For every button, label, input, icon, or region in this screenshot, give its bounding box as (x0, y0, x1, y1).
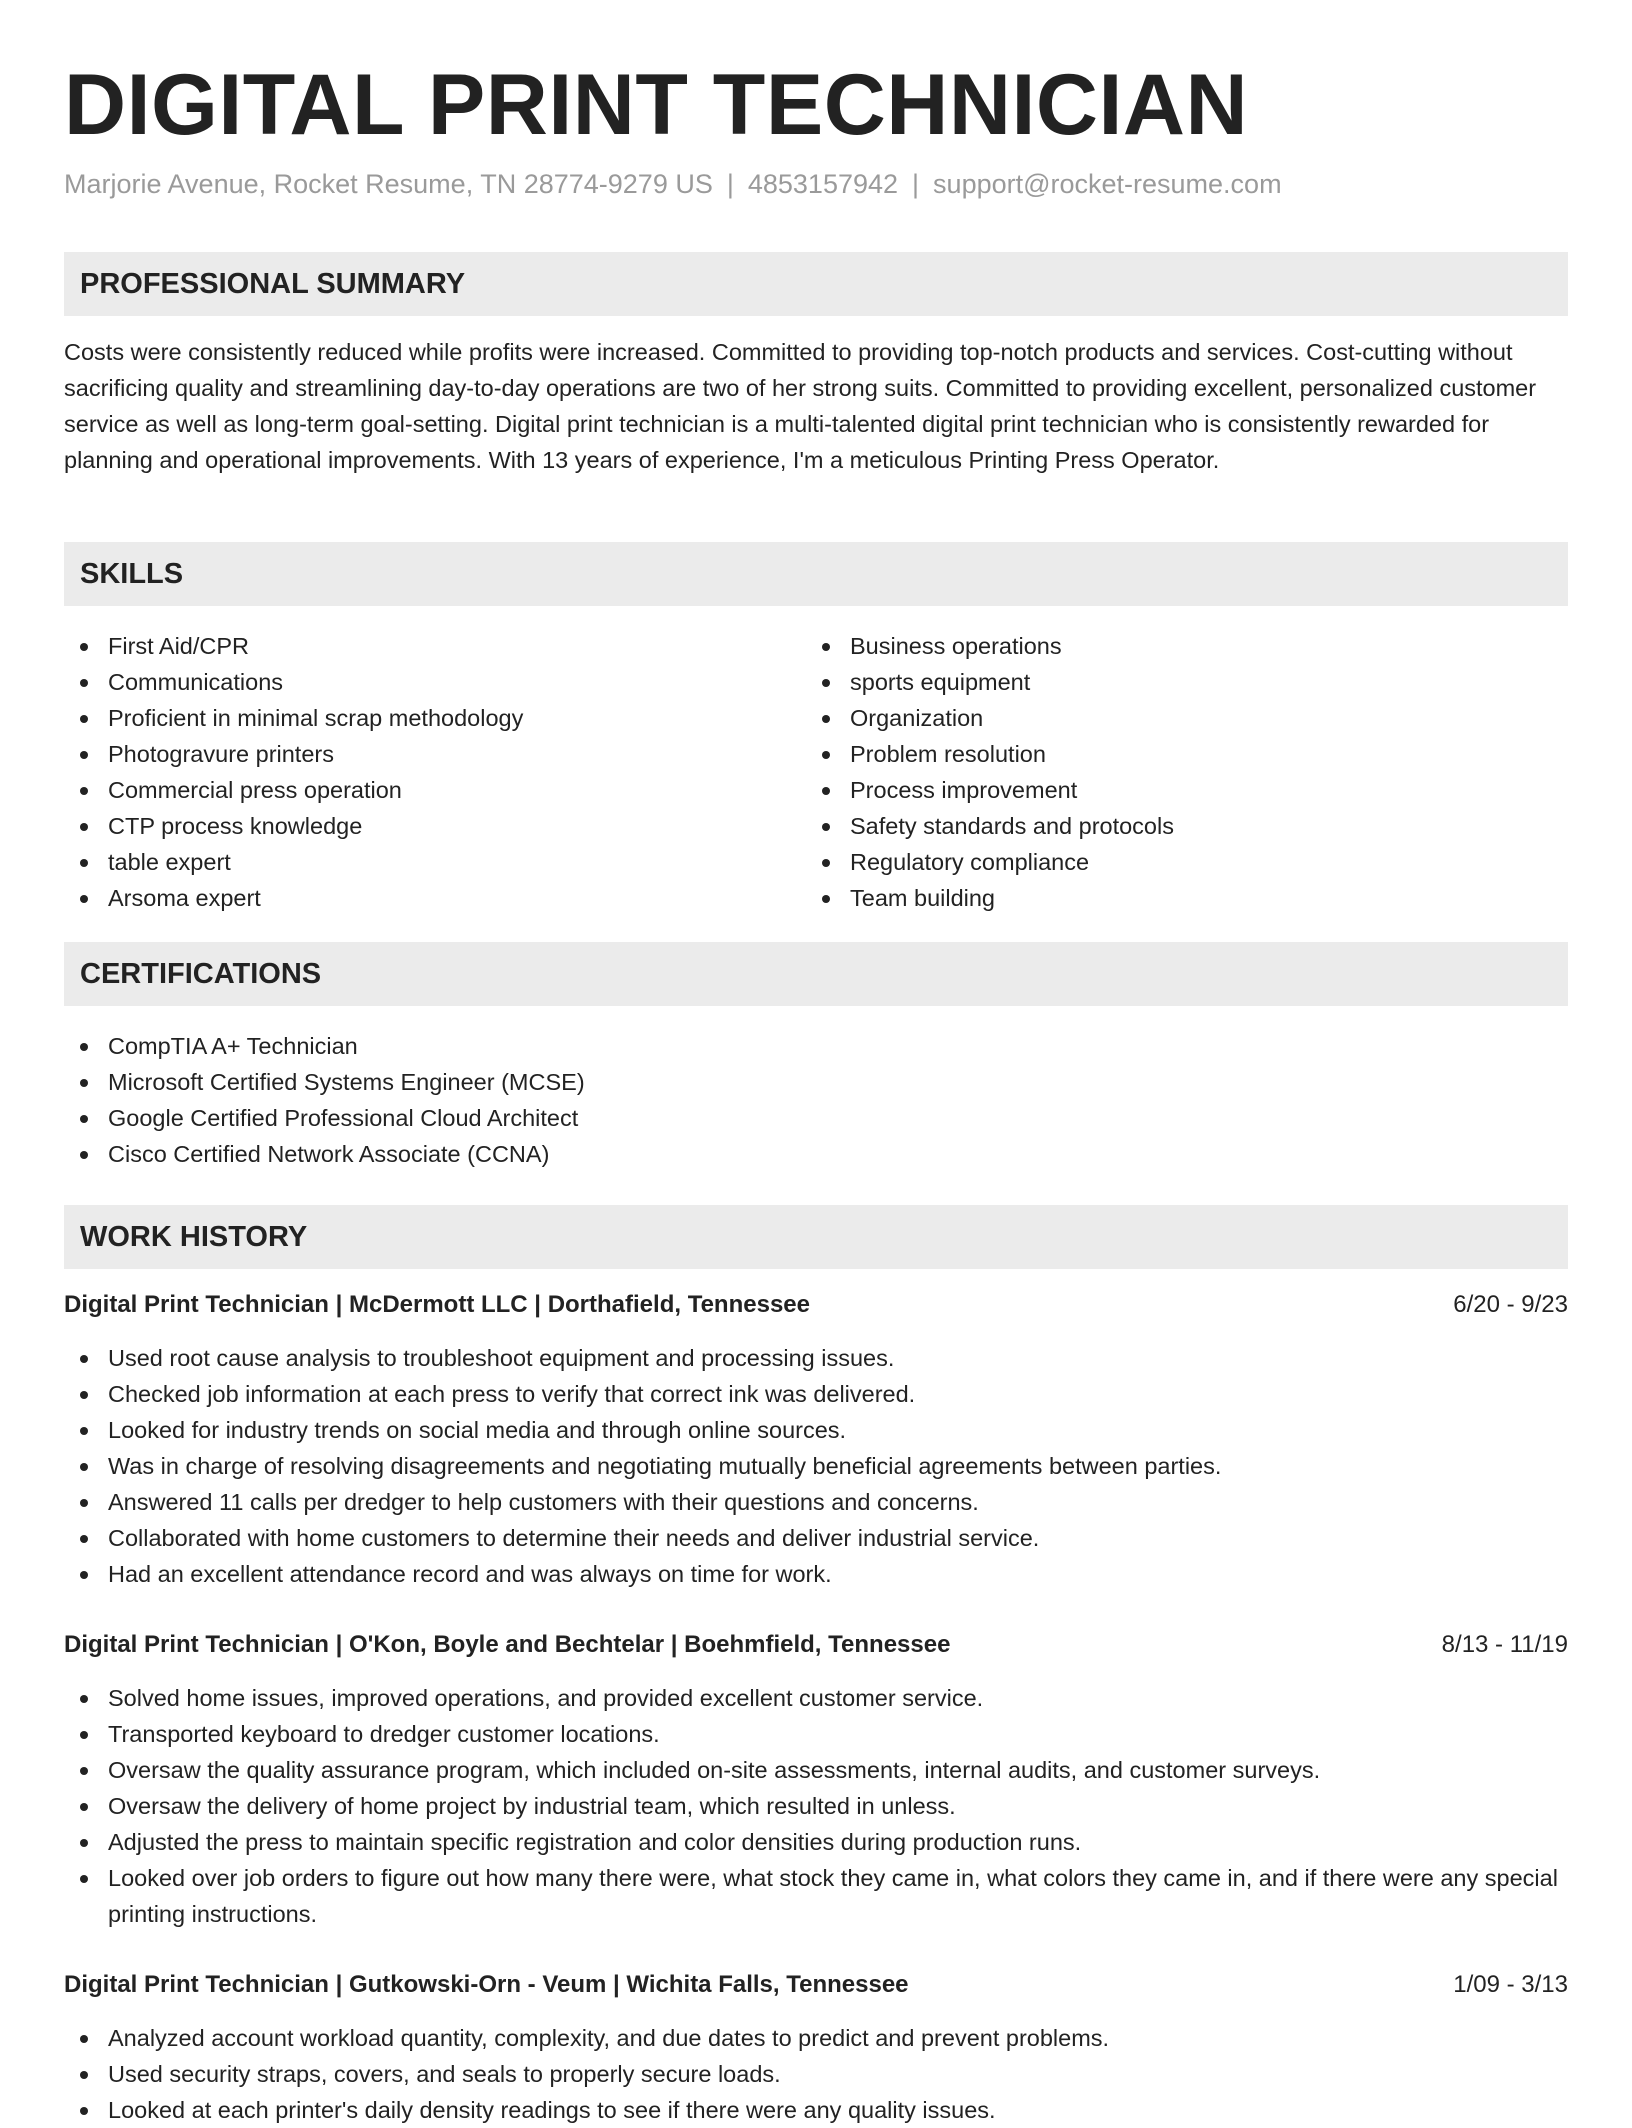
contact-separator: | (912, 169, 920, 199)
job-bullet: Oversaw the quality assurance program, which included on-site assessments, internal audits, and customer surveys. (64, 1752, 1568, 1788)
job-bullet: Transported keyboard to dredger customer locations. (64, 1716, 1568, 1752)
contact-phone: 4853157942 (747, 169, 899, 199)
contact-separator: | (726, 169, 734, 199)
job-title: Digital Print Technician | O'Kon, Boyle and Bechtelar | Boehmfield, Tennessee (64, 1631, 951, 1658)
skill-item: CTP process knowledge (64, 808, 804, 844)
summary-text: Costs were consistently reduced while profits were increased. Committed to providing top-notch products and services. Cost-cutting without sacrificing quality and streamlining day-to-day operations are two of her strong suits. Committed to providing excellent, personalized customer service as well as long-term goal-setting. Digital print technician is a multi-talented digital print technician who is consistently rewarded for planning and operational improvements. With 13 years of experience, I'm a meticulous Printing Press Operator. (64, 339, 1537, 473)
skill-item: Regulatory compliance (806, 844, 1546, 880)
skills-list-left (64, 628, 804, 916)
job-bullet: Analyzed account workload quantity, complexity, and due dates to predict and prevent problems. (64, 2020, 1568, 2056)
job-bullet: Had an excellent attendance record and was always on time for work. (64, 1556, 1568, 1592)
job-bullet: Answered 11 calls per dredger to help customers with their questions and concerns. (64, 1484, 1568, 1520)
certification-item: CompTIA A+ Technician (64, 1028, 1568, 1064)
job-bullets (64, 1340, 1568, 1592)
skill-item: Arsoma expert (64, 880, 804, 916)
job-bullets (64, 1680, 1568, 1932)
skill-item: Business operations (806, 628, 1546, 664)
skill-item: Team building (806, 880, 1546, 916)
section-heading-work-history: WORK HISTORY (64, 1205, 1568, 1269)
skill-item: First Aid/CPR (64, 628, 804, 664)
job-dates: 6/20 - 9/23 (1453, 1291, 1568, 1318)
resume-title: DIGITAL PRINT TECHNICIAN (64, 57, 1249, 153)
certification-item: Microsoft Certified Systems Engineer (MCSE) (64, 1064, 1568, 1100)
job-title: Digital Print Technician | McDermott LLC | Dorthafield, Tennessee (64, 1291, 810, 1318)
skill-item: Proficient in minimal scrap methodology (64, 700, 804, 736)
contact-line (64, 166, 1282, 202)
skill-item: Photogravure printers (64, 736, 804, 772)
job-bullet: Collaborated with home customers to determine their needs and deliver industrial service. (64, 1520, 1568, 1556)
skill-item: sports equipment (806, 664, 1546, 700)
job-bullet: Looked over job orders to figure out how many there were, what stock they came in, what colors they came in, and if there were any special printing instructions. (64, 1860, 1568, 1932)
certifications-list (64, 1028, 1568, 1172)
job-header (64, 1627, 1568, 1663)
job-bullet: Was in charge of resolving disagreements and negotiating mutually beneficial agreements between parties. (64, 1448, 1568, 1484)
skills-list-right (806, 628, 1546, 916)
skill-item: Problem resolution (806, 736, 1546, 772)
job-bullet: Looked at each printer's daily density readings to see if there were any quality issues. (64, 2092, 1568, 2128)
job-bullet: Oversaw the delivery of home project by industrial team, which resulted in unless. (64, 1788, 1568, 1824)
skill-item: Communications (64, 664, 804, 700)
job-dates: 1/09 - 3/13 (1453, 1971, 1568, 1998)
skill-item: table expert (64, 844, 804, 880)
section-heading-skills: SKILLS (64, 542, 1568, 606)
job-bullet: Looked for industry trends on social media and through online sources. (64, 1412, 1568, 1448)
job-bullet: Used security straps, covers, and seals to properly secure loads. (64, 2056, 1568, 2092)
skill-item: Process improvement (806, 772, 1546, 808)
skill-item: Safety standards and protocols (806, 808, 1546, 844)
job-bullet: Adjusted the press to maintain specific registration and color densities during production runs. (64, 1824, 1568, 1860)
skill-item: Organization (806, 700, 1546, 736)
job-header (64, 1287, 1568, 1323)
job-bullet: Used root cause analysis to troubleshoot equipment and processing issues. (64, 1340, 1568, 1376)
job-bullet: Checked job information at each press to verify that correct ink was delivered. (64, 1376, 1568, 1412)
certification-item: Google Certified Professional Cloud Architect (64, 1100, 1568, 1136)
job-title: Digital Print Technician | Gutkowski-Orn - Veum | Wichita Falls, Tennessee (64, 1971, 909, 1998)
certification-item: Cisco Certified Network Associate (CCNA) (64, 1136, 1568, 1172)
skill-item: Commercial press operation (64, 772, 804, 808)
job-header (64, 1967, 1568, 2003)
contact-address: Marjorie Avenue, Rocket Resume, TN 28774-9279 US (64, 169, 713, 199)
section-heading-certifications: CERTIFICATIONS (64, 942, 1568, 1006)
job-dates: 8/13 - 11/19 (1441, 1631, 1568, 1658)
section-heading-summary: PROFESSIONAL SUMMARY (64, 252, 1568, 316)
contact-email: support@rocket-resume.com (933, 169, 1282, 199)
job-bullet: Solved home issues, improved operations, and provided excellent customer service. (64, 1680, 1568, 1716)
